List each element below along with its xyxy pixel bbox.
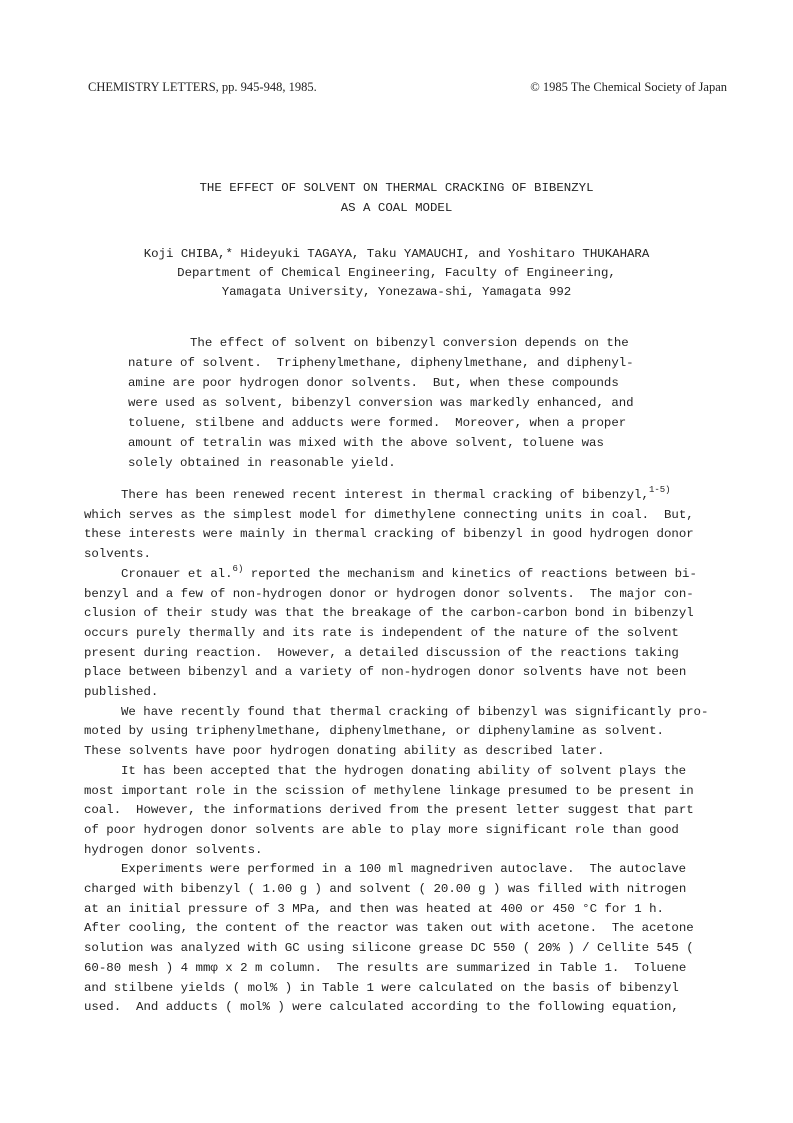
body-line: present during reaction. However, a detailed discussion of the reactions taking [84, 645, 679, 660]
copyright-notice: © 1985 The Chemical Society of Japan [530, 80, 727, 94]
abstract-line: amine are poor hydrogen donor solvents. But, when these compounds [128, 376, 619, 390]
body-line: These solvents have poor hydrogen donating ability as described later. [84, 744, 605, 759]
journal-citation: CHEMISTRY LETTERS, pp. 945-948, 1985. [88, 80, 317, 94]
abstract [128, 333, 688, 473]
body-line: published. [84, 685, 159, 700]
body-line: moted by using triphenylmethane, diphenylmethane, or diphenylamine as solvent. [84, 724, 664, 739]
body-text-span: There has been renewed recent interest in thermal cracking of bibenzyl, [121, 488, 649, 502]
abstract-line: nature of solvent. Triphenylmethane, diphenylmethane, and diphenyl- [128, 356, 634, 370]
title-line: AS A COAL MODEL [340, 201, 453, 215]
body-text [84, 486, 734, 1018]
body-text-span: Cronauer et al. [121, 566, 233, 581]
body-line: coal. However, the informations derived from the present letter suggest that part [84, 803, 694, 818]
body-line: After cooling, the content of the reactor was taken out with acetone. The acetone [84, 921, 694, 936]
abstract-line: The effect of solvent on bibenzyl conversion depends on the [190, 336, 629, 350]
affiliation-line: Yamagata University, Yonezawa-shi, Yamagata 992 [221, 285, 572, 299]
abstract-line: toluene, stilbene and adducts were formed. Moreover, when a proper [128, 416, 627, 430]
body-line [84, 486, 734, 506]
body-line: place between bibenzyl and a variety of non-hydrogen donor solvents have not been [84, 665, 687, 680]
body-line: occurs purely thermally and its rate is independent of the nature of the solvent [84, 625, 679, 640]
body-line: these interests were mainly in thermal cracking of bibenzyl in good hydrogen donor [84, 527, 694, 542]
body-line: It has been accepted that the hydrogen donating ability of solvent plays the [121, 763, 687, 778]
author-names: Koji CHIBA,* Hideyuki TAGAYA, Taku YAMAUCHI, and Yoshitaro THUKAHARA [143, 247, 650, 261]
body-line: solvents. [84, 547, 151, 562]
body-line: and stilbene yields ( mol% ) in Table 1 were calculated on the basis of bibenzyl [84, 980, 679, 995]
body-line: We have recently found that thermal cracking of bibenzyl was significantly pro- [121, 704, 709, 719]
body-line: of poor hydrogen donor solvents are able to play more significant role than good [84, 822, 679, 837]
body-line: 60-80 mesh ) 4 mmφ x 2 m column. The results are summarized in Table 1. Toluene [84, 960, 687, 975]
abstract-line: solely obtained in reasonable yield. [128, 456, 396, 470]
title-line: THE EFFECT OF SOLVENT ON THERMAL CRACKING OF BIBENZYL [199, 181, 594, 195]
body-line: which serves as the simplest model for dimethylene connecting units in coal. But, [84, 507, 694, 522]
body-text-span: reported the mechanism and kinetics of reactions between bi- [243, 566, 697, 581]
running-header [88, 80, 727, 98]
body-line: most important role in the scission of methylene linkage presumed to be present in [84, 783, 694, 798]
body-line: clusion of their study was that the breakage of the carbon-carbon bond in bibenzyl [84, 606, 694, 621]
reference-superscript: 6) [232, 563, 244, 574]
body-line: hydrogen donor solvents. [84, 842, 263, 857]
abstract-line: amount of tetralin was mixed with the above solvent, toluene was [128, 436, 604, 450]
body-line: charged with bibenzyl ( 1.00 g ) and solvent ( 20.00 g ) was filled with nitrogen [84, 882, 687, 897]
paper-title [0, 178, 793, 218]
body-line: Experiments were performed in a 100 ml magnedriven autoclave. The autoclave [121, 862, 687, 877]
reference-superscript: 1-5) [648, 485, 671, 495]
author-block [0, 245, 793, 302]
affiliation-line: Department of Chemical Engineering, Faculty of Engineering, [177, 266, 616, 280]
abstract-line: were used as solvent, bibenzyl conversion was markedly enhanced, and [128, 396, 634, 410]
body-line: benzyl and a few of non-hydrogen donor or hydrogen donor solvents. The major con- [84, 586, 694, 601]
body-line: at an initial pressure of 3 MPa, and then was heated at 400 or 450 °C for 1 h. [84, 901, 664, 916]
body-line: used. And adducts ( mol% ) were calculated according to the following equation, [84, 1000, 679, 1015]
body-line: solution was analyzed with GC using silicone grease DC 550 ( 20% ) / Cellite 545 ( [84, 941, 694, 956]
body-line [84, 565, 734, 585]
